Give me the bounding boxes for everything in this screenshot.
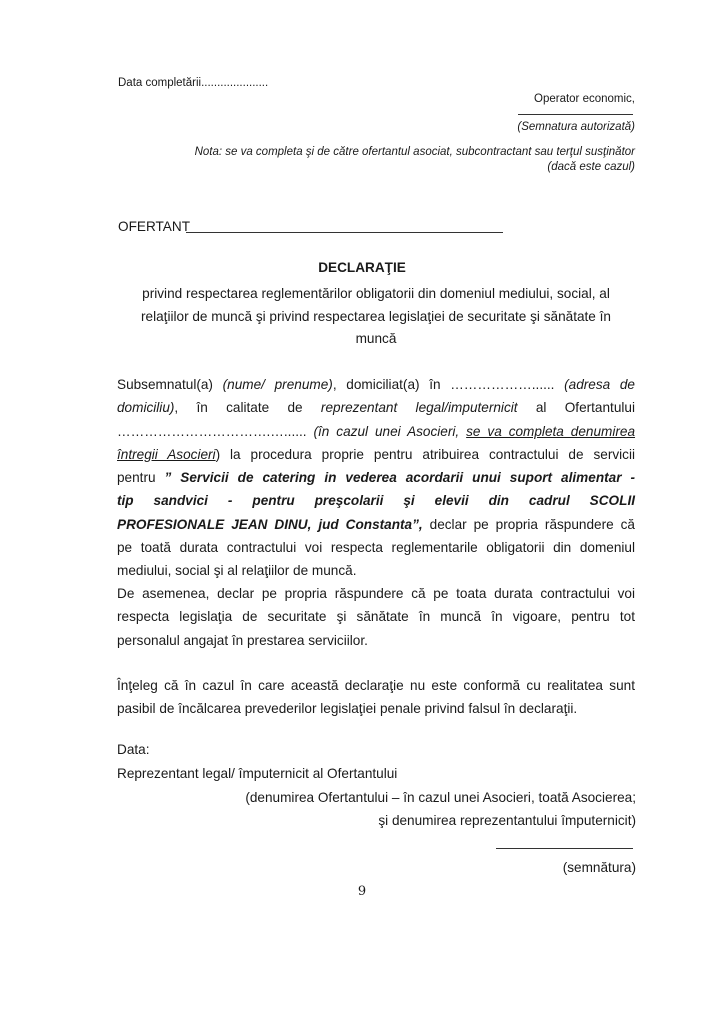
note-line-1: Nota: se va completa şi de către ofertantul asociat, subcontractant sau terţul susţinător	[194, 146, 635, 158]
paragraph-2-line-2: respecta legislaţia de securitate şi sănătate în muncă în vigoare, pentru tot	[117, 609, 635, 625]
bidder-name-line	[186, 232, 503, 233]
paragraph-1-line-4: întregii Asocieri) la procedura proprie pentru atribuirea contractului de servicii	[117, 446, 635, 462]
footer-signature-line	[496, 848, 633, 849]
footer-representative-name-hint: şi denumirea reprezentantului împuternicit)	[378, 813, 636, 828]
footer-bidder-name-hint: (denumirea Ofertantului – în cazul unei Asocieri, toată Asocierea;	[245, 790, 636, 805]
paragraph-2-line-3: personalul angajat în prestarea serviciilor.	[117, 632, 368, 648]
declaration-paragraph-1	[117, 373, 635, 583]
paragraph-2-line-1: De asemenea, declar pe propria răspundere că pe toata durata contractului voi	[117, 586, 635, 601]
bidder-label: OFERTANT	[118, 219, 190, 234]
economic-operator-label: Operator economic,	[534, 93, 635, 105]
paragraph-1-line-7: PROFESIONALE JEAN DINU, jud Constanta”, declar pe propria răspundere că	[117, 516, 635, 532]
paragraph-1-line-8: pe toată durata contractului voi respecta reglementarile obligatorii din domeniul	[117, 540, 635, 556]
footer-signature-label: (semnătura)	[562, 860, 636, 875]
declaration-subtitle-line-3: muncă	[355, 331, 397, 346]
declaration-title: DECLARAŢIE	[318, 260, 406, 275]
paragraph-1-line-6: tip sandvici - pentru preşcolarii şi elevii din cadrul SCOLII	[117, 493, 635, 509]
footer-date-label: Data:	[117, 742, 150, 757]
footer-representative-label: Reprezentant legal/ împuternicit al Ofertantului	[117, 766, 398, 781]
paragraph-1-line-5: pentru ” Servicii de catering in vederea acordarii unui suport alimentar -	[117, 470, 635, 486]
declaration-subtitle-line-1: privind respectarea reglementărilor obligatorii din domeniul mediului, social, al	[142, 286, 610, 301]
authorized-signature-line	[518, 114, 633, 115]
authorized-signature-hint: (Semnatura autorizată)	[517, 121, 635, 133]
paragraph-3-line-1: Înţeleg că în cazul în care această declaraţie nu este conformă cu realitatea sunt	[117, 678, 635, 693]
note-line-2: (dacă este cazul)	[547, 161, 635, 173]
paragraph-3-line-2: pasibil de încălcarea prevederilor legislaţiei penale privind falsul în declaraţii.	[117, 701, 578, 717]
paragraph-1-line-9: mediului, social şi al relaţiilor de muncă.	[117, 563, 357, 579]
declaration-subtitle-line-2: relaţiilor de muncă şi privind respectarea legislaţiei de securitate şi sănătate în	[141, 309, 611, 324]
declaration-paragraph-3	[117, 674, 635, 721]
paragraph-1-line-1: Subsemnatul(a) (nume/ prenume), domiciliat(a) în ………………...... (adresa de	[117, 377, 635, 392]
paragraph-1-line-3: …………………………….…...... (în cazul unei Asocieri, se va completa denumirea	[117, 423, 636, 439]
declaration-paragraph-2	[117, 582, 635, 652]
page-number: 9	[357, 884, 367, 899]
completion-date-label: Data completării.....................	[118, 77, 269, 89]
paragraph-1-line-2: domiciliu), în calitate de reprezentant legal/imputernicit al Ofertantului	[117, 400, 635, 416]
